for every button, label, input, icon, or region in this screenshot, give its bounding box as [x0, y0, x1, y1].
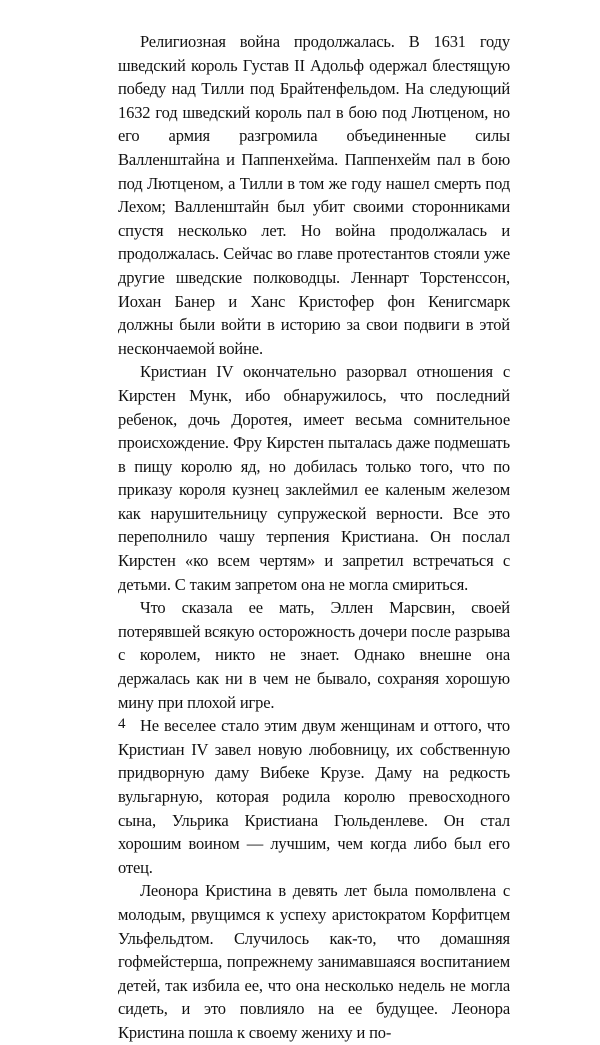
paragraph-5: Леонора Кристина в девять лет была помолвлена с молодым, рвущимся к успеху аристократом Корфитцем Ульфельдтом. Случилось как-то, что домашняя гофмейстерша, попрежнему занимавшаяся воспитанием детей, так избила ее, что она несколько недель не могла сидеть, и это повлияло на ее будущее. Леонора Кристина пошла к своему жениху и по-: [118, 881, 510, 1042]
paragraph-2: Кристиан IV окончательно разорвал отношения с Кирстен Мунк, ибо обнаружилось, что последний ребенок, дочь Доротея, имеет весьма сомнительное происхождение. Фру Кирстен пыталась даже подмешать в пищу королю яд, но добилась только того, что по приказу короля кузнец заклеймил ее каленым железом как нарушительницу супружеской верности. Все это переполнило чашу терпения Кристиана. Он послал Кирстен «ко всем чертям» и запретил встречаться с детьми. С таким запретом она не могла смириться.: [118, 362, 510, 594]
paragraph-1: Религиозная война продолжалась. В 1631 году шведский король Густав II Адольф одержал блестящую победу над Тилли под Брайтенфельдом. На следующий 1632 год шведский король пал в бою под Лютценом, но его армия разгромила объединенные силы Валленштайна и Паппенхейма. Паппенхейм пал в бою под Лютценом, а Тилли в том же году нашел смерть под Лехом; Валленштайн был убит своими сторонниками спустя несколько лет. Но война продолжалась и продолжалась. Сейчас во главе протестантов стояли уже другие шведские полководцы. Леннарт Торстенссон, Иохан Банер и Ханс Кристофер фон Кенигсмарк должны были войти в историю за свои подвиги в этой нескончаемой войне.: [118, 32, 510, 358]
paragraph-3: Что сказала ее мать, Эллен Марсвин, своей потерявшей всякую осторожность дочери после разрыва с королем, никто не знает. Однако внешне она держалась как ни в чем не бывало, сохраняя хорошую мину при плохой игре.: [118, 598, 510, 712]
page-number: 4: [118, 716, 126, 732]
paragraph-4: Не веселее стало этим двум женщинам и оттого, что Кристиан IV завел новую любовницу, их собственную придворную даму Вибеке Крузе. Даму на редкость вульгарную, которая родила королю превосходного сына, Ульрика Кристиана Гюльденлеве. Он стал хорошим воином — лучшим, чем когда либо был его отец.: [118, 716, 510, 877]
page-body: [118, 30, 510, 1045]
